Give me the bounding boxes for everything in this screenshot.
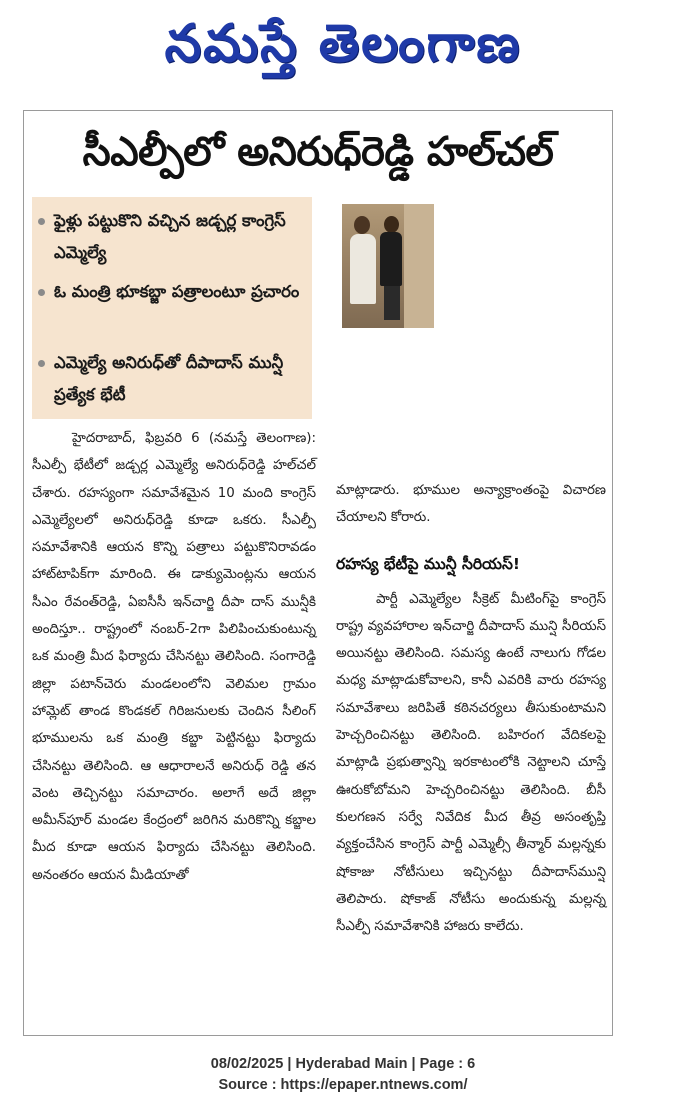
- bullet-icon: [38, 360, 45, 367]
- masthead: [0, 6, 686, 82]
- news-clipping: [23, 110, 613, 1036]
- article-column-right: [336, 477, 606, 940]
- headline: సీఎల్పీలో అనిరుధ్‌రెడ్డి హల్‌చల్‌: [82, 129, 554, 175]
- highlight-item: [38, 205, 308, 269]
- article-body-right-lead: మాట్లాడారు. భూముల అన్యాక్రాంతంపై విచారణ చేయాలని కోరారు.: [336, 483, 606, 526]
- edition-info: 08/02/2025 | Hyderabad Main | Page : 6: [210, 1056, 476, 1072]
- newspaper-logo: నమస్తే తెలంగాణ: [164, 14, 522, 74]
- highlight-item: [38, 347, 308, 411]
- source-footer: [0, 1054, 686, 1096]
- article-body-right: పార్టీ ఎమ్మెల్యేల సీక్రెట్‌ మీటింగ్‌పై కాంగ్రెస్‌ రాష్ట్ర వ్యవహారాల ఇన్‌చార్జి దీపాదాస్‌ మున్షి సీరియస్‌ అయినట్టు తెలిసింది. సమస్య ఉంటే నాలుగు గోడల మధ్య మాట్లాడుకోవాలని, కానీ ఎవరికి వారు రహస్య సమావేశాలు జరిపితే కఠినచర్యలు తీసుకుంటామని హెచ్చరించినట్టు తెలిసింది. బహిరంగ వేదికలపై మాట్లాడి ప్రభుత్వాన్ని ఇరకాటంలోకి నెట్టాలని చూస్తే ఊరుకోబోమని హెచ్చరించినట్టు తెలిసింది. బీసీ కులగణన సర్వే నివేదిక మీద తీవ్ర అసంతృప్తి వ్యక్తంచేసిన కాంగ్రెస్‌ పార్టీ ఎమ్మెల్సీ తీన్మార్‌ మల్లన్నకు షోకాజు నోటీసులు ఇచ్చినట్టు దీపాదాస్‌మున్షి తెలిపారు. షోకాజ్‌ నోటీసు అందుకున్న మల్లన్న సీఎల్పీ సమావేశానికి హాజరు కాలేదు.: [336, 591, 606, 935]
- highlights-box: [32, 197, 312, 419]
- subheading: రహస్య భేటీపై మున్షీ సీరియస్‌!: [336, 554, 520, 573]
- bullet-icon: [38, 218, 45, 225]
- highlight-text: ఫైళ్లు పట్టుకొని వచ్చిన జడ్చర్ల కాంగ్రెస్‌ ఎమ్మెల్యే: [54, 211, 286, 262]
- highlight-text: ఓ మంత్రి భూకబ్జా పత్రాలంటూ ప్రచారం: [54, 282, 300, 301]
- highlight-text: ఎమ్మెల్యే అనిరుధ్‌తో దీపాదాస్‌ మున్షీ ప్రత్యేక భేటీ: [54, 353, 284, 404]
- article-body-left: హైదరాబాద్‌, ఫిబ్రవరి 6 (నమస్తే తెలంగాణ): సీఎల్పీ భేటీలో జడ్చర్ల ఎమ్మెల్యే అనిరుధ్‌రెడ్డి హల్‌చల్‌ చేశారు. రహస్యంగా సమావేశమైన 10 మంది కాంగ్రెస్‌ ఎమ్మెల్యేలలో అనిరుధ్‌రెడ్డి కూడా ఒకరు. సీఎల్పీ సమావేశానికి ఆయన కొన్ని పత్రాలు పట్టుకొనిరావడం హాట్‌టాపిక్‌గా మారింది. ఈ డాక్యుమెంట్లను ఆయన సీఎం రేవంత్‌రెడ్డి, ఏఐసీసీ ఇన్‌చార్జి దీపా దాస్‌ మున్షీకి అందిస్తూ.. రాష్ట్రంలో నంబర్‌-2గా పిలిపించుకుంటున్న ఒక మంత్రి మీద ఫిర్యాదు చేసినట్టు తెలిసింది. సంగారెడ్డి జిల్లా పటాన్‌చెరు మండలంలోని వెలిమల గ్రామం హామ్లెట్‌ తాండ కొండకల్‌ గిరిజనులకు చెందిన సీలింగ్‌ భూములను ఒక మంత్రి కబ్జా పెట్టినట్టు ఫిర్యాదు చేసినట్టు తెలిసింది. ఆ ఆధారాలనే అనిరుధ్‌ రెడ్డి తన వెంట తెచ్చినట్టు సమాచారం. అలాగే అదే జిల్లా అమీన్‌పూర్‌ మండల కేంద్రంలో జరిగిన మరికొన్ని కబ్జాల మీద కూడా ఆయన ఫిర్యాదు చేసినట్టు తెలిసింది. అనంతరం ఆయన మీడియాతో: [32, 431, 316, 883]
- article-column-left: [32, 425, 316, 889]
- highlight-item: [38, 276, 308, 308]
- source-url: Source : https://epaper.ntnews.com/: [218, 1077, 468, 1093]
- article-photo: [342, 204, 434, 328]
- bullet-icon: [38, 289, 45, 296]
